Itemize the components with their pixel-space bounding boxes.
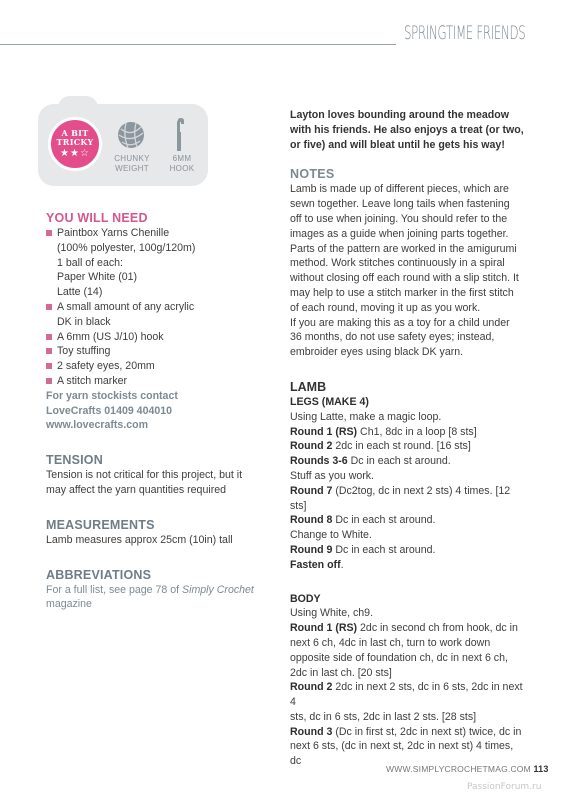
materials-item xyxy=(46,374,256,389)
round-label: Round 1 (RS) xyxy=(290,622,358,635)
intro-text: with his friends. He also enjoys a treat (or two, xyxy=(290,123,524,136)
pattern-line xyxy=(290,558,526,573)
materials-line: DK in black xyxy=(57,315,111,328)
pattern-line: next 6 sts, (dc in next st, 2dc in next st) 4 times, dc xyxy=(290,740,514,768)
pattern-line: sts, dc in 6 sts, 2dc in last 2 sts. [28 sts] xyxy=(290,710,477,723)
abbreviations-text: magazine xyxy=(46,598,92,611)
measurements-heading: MEASUREMENTS xyxy=(46,517,155,532)
right-column xyxy=(290,108,526,769)
notes-line: may help to use a stitch marker in the first stitch xyxy=(290,286,514,299)
pattern-line xyxy=(290,513,526,528)
round-label: Round 8 xyxy=(290,514,333,527)
pattern-line xyxy=(290,543,526,558)
section-title: SPRINGTIME FRIENDS xyxy=(404,22,526,44)
notes-line: without closing off each round with a slip stitch. It xyxy=(290,272,519,285)
pattern-line: Using White, ch9. xyxy=(290,607,374,620)
notes-line: off to use when joining. You should refer to the xyxy=(290,212,508,225)
legs-heading-text: LEGS (MAKE 4) xyxy=(290,395,369,408)
intro-text: Layton loves bounding around the meadow xyxy=(290,109,509,121)
yarn-weight-caption xyxy=(110,154,154,174)
round-text: Dc in each st around. xyxy=(332,514,436,527)
intro-text: or five) and will bleat until he gets his way! xyxy=(290,138,505,151)
abbreviations-text xyxy=(46,583,256,598)
round-label: Round 1 (RS) xyxy=(290,425,358,438)
materials-item xyxy=(46,300,256,315)
hook-size-line1: 6MM xyxy=(172,154,192,163)
materials-text: Toy stuffing xyxy=(57,345,111,358)
round-text: (Dc in first st, 2dc in next st) twice, dc in xyxy=(332,725,522,738)
round-text: Dc in each st around. xyxy=(347,455,451,468)
pattern-line xyxy=(290,621,526,636)
materials-item xyxy=(46,226,256,241)
materials-item xyxy=(46,359,256,374)
notes-line: images as a guide when joining parts together. xyxy=(290,227,509,240)
fasten-off-label: Fasten off xyxy=(290,558,341,571)
notes-heading: NOTES xyxy=(290,167,335,182)
magazine-title: Simply Crochet xyxy=(182,583,254,596)
measurements-text: Lamb measures approx 25cm (10in) tall xyxy=(46,533,233,546)
yarn-weight-line2: WEIGHT xyxy=(115,164,149,173)
materials-item xyxy=(46,344,256,359)
pattern-line xyxy=(290,680,526,710)
body-heading-text: BODY xyxy=(290,592,321,605)
body-heading xyxy=(290,592,526,607)
round-label: Round 2 xyxy=(290,681,333,694)
materials-line: 1 ball of each: xyxy=(57,256,123,269)
materials-line: Latte (14) xyxy=(57,286,103,299)
page-footer xyxy=(386,764,549,774)
pattern-line xyxy=(290,484,526,514)
round-label: Rounds 3-6 xyxy=(290,455,348,468)
notes-line: If you are making this as a toy for a child under xyxy=(290,316,510,329)
tension-text: Tension is not critical for this project, but it xyxy=(46,469,243,482)
yarn-weight-line1: CHUNKY xyxy=(114,154,150,163)
difficulty-label: A BIT TRICKY xyxy=(56,128,94,147)
notes-line: sewn together. Leave long tails when fastening xyxy=(290,198,510,211)
round-text: Ch1, 8dc in a loop [8 sts] xyxy=(357,425,477,438)
tension-heading: TENSION xyxy=(46,453,103,468)
pattern-line: 2dc in last ch. [20 sts] xyxy=(290,666,392,679)
pattern-line: Stuff as you work. xyxy=(290,469,375,482)
watermark: PassionForum.ru xyxy=(467,782,542,792)
tension-text: may affect the yarn quantities required xyxy=(46,483,227,496)
lamb-heading: LAMB xyxy=(290,379,327,394)
stockists-text: For yarn stockists contact xyxy=(46,389,178,402)
notes-line: 36 months, do not use safety eyes; instead, xyxy=(290,331,495,344)
materials-line: Paper White (01) xyxy=(57,271,138,284)
round-label: Round 2 xyxy=(290,440,333,453)
materials-text: A stitch marker xyxy=(57,374,128,387)
pattern-line: opposite side of foundation ch, dc in next 6 ch, xyxy=(290,651,508,664)
abbreviations-heading: ABBREVIATIONS xyxy=(46,567,152,582)
pattern-line xyxy=(290,454,526,469)
materials-text: 2 safety eyes, 20mm xyxy=(57,360,155,373)
yarn-ball-icon xyxy=(117,121,145,149)
materials-text: A 6mm (US J/10) hook xyxy=(57,330,164,343)
notes-line: embroider eyes using black DK yarn. xyxy=(290,346,464,359)
notes-line: Lamb is made up of different pieces, which are xyxy=(290,183,509,196)
crochet-hook-icon xyxy=(174,118,190,152)
stockists-link[interactable]: www.lovecrafts.com xyxy=(46,419,149,432)
round-text: 2dc in second ch from hook, dc in xyxy=(357,622,518,635)
pattern-line xyxy=(290,725,526,740)
abbreviations-text-a: For a full list, see page 78 of xyxy=(46,583,183,596)
difficulty-stars: ★★☆ xyxy=(60,148,90,159)
materials-text: Paintbox Yarns Chenille xyxy=(57,227,170,239)
round-label: Round 7 xyxy=(290,484,333,497)
header-rule xyxy=(0,44,396,45)
materials-item xyxy=(46,330,256,345)
round-label: Round 3 xyxy=(290,725,333,738)
page-number: 113 xyxy=(533,764,549,774)
round-text: Dc in each st around. xyxy=(332,543,436,556)
difficulty-badge xyxy=(48,117,102,171)
round-text: (Dc2tog, dc in next 2 sts) 4 times. [12 sts] xyxy=(290,484,511,512)
legs-heading xyxy=(290,395,526,410)
pattern-line: Using Latte, make a magic loop. xyxy=(290,410,442,423)
notes-body xyxy=(290,182,526,360)
pattern-line xyxy=(290,425,526,440)
hook-size-caption xyxy=(162,154,202,174)
materials-text: A small amount of any acrylic xyxy=(57,300,195,313)
left-column xyxy=(46,210,256,612)
round-text: 2dc in next 2 sts, dc in 6 sts, 2dc in next 4 xyxy=(290,681,523,709)
pattern-line xyxy=(290,439,526,454)
pattern-line: Change to White. xyxy=(290,529,372,542)
notes-line: method. Work stitches continuously in a spiral xyxy=(290,257,505,270)
notes-line: of each round, moving it up as you work. xyxy=(290,301,481,314)
stockists-phone: LoveCrafts 01409 404010 xyxy=(46,404,173,417)
hook-size-line2: HOOK xyxy=(169,164,195,173)
pattern-line: next 6 ch, 4dc in last ch, turn to work down xyxy=(290,636,491,649)
round-text: 2dc in each st round. [16 sts] xyxy=(332,440,471,453)
you-will-need-heading: YOU WILL NEED xyxy=(46,211,148,225)
notes-line: Parts of the pattern are worked in the amigurumi xyxy=(290,242,517,255)
materials-line: (100% polyester, 100g/120m) xyxy=(57,241,196,254)
fasten-off-dot: . xyxy=(340,558,344,571)
footer-url[interactable]: WWW.SIMPLYCROCHETMAG.COM xyxy=(386,764,531,774)
round-label: Round 9 xyxy=(290,543,333,556)
